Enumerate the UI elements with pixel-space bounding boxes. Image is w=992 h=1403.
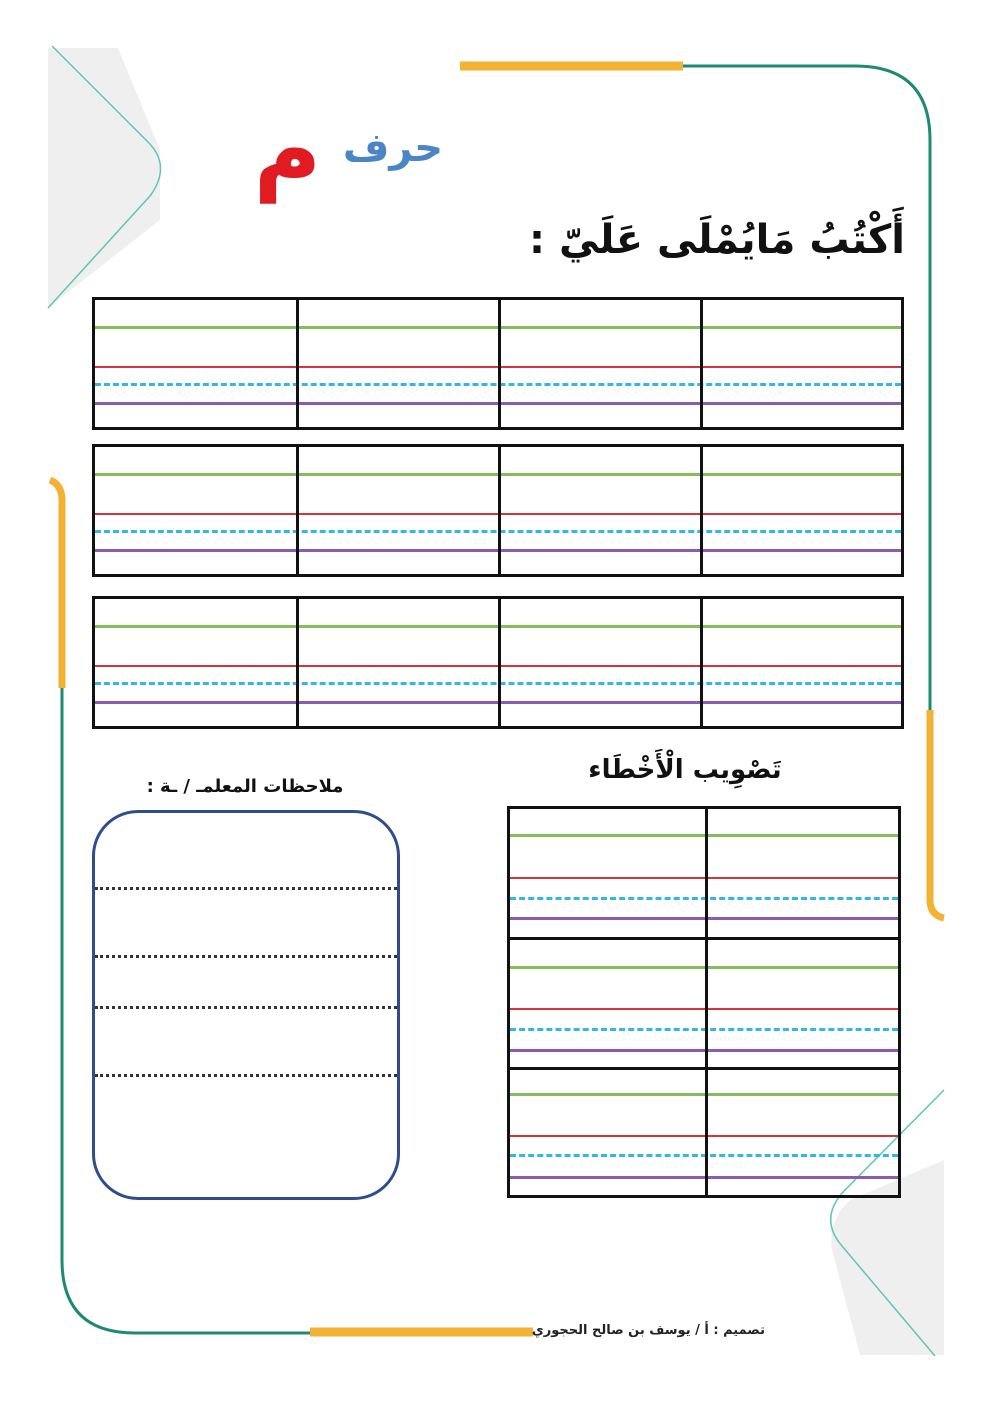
column-divider xyxy=(498,300,501,427)
designer-credit: تصميم : أ / يوسف بن صالح الحجوري xyxy=(531,1323,765,1338)
teacher-notes-box[interactable] xyxy=(92,810,400,1200)
column-divider xyxy=(296,300,299,427)
guide-line-dashed xyxy=(510,1028,898,1031)
guide-line-top xyxy=(510,834,898,837)
row-divider xyxy=(510,1067,898,1070)
guide-line-top xyxy=(510,1093,898,1096)
guide-line-dashed xyxy=(510,1154,898,1157)
notes-dotted-line xyxy=(95,1074,397,1077)
title-word: حرف xyxy=(342,125,444,171)
guide-line-top xyxy=(510,966,898,969)
dictation-grid-1[interactable] xyxy=(92,297,904,430)
teacher-notes-heading: ملاحظات المعلمـ / ـة : xyxy=(146,776,344,797)
dictation-grid-3[interactable] xyxy=(92,596,904,729)
notes-dotted-line xyxy=(95,887,397,890)
guide-line-base xyxy=(510,1176,898,1179)
guide-line-red xyxy=(510,1135,898,1137)
correction-grid[interactable] xyxy=(507,806,901,1198)
column-divider xyxy=(498,447,501,574)
notes-dotted-line xyxy=(95,1006,397,1009)
column-divider xyxy=(296,599,299,726)
guide-line-red xyxy=(510,877,898,879)
notes-dotted-line xyxy=(95,955,397,958)
gold-bar-left xyxy=(50,480,62,688)
gold-bar-right xyxy=(930,710,944,918)
guide-line-base xyxy=(510,1049,898,1052)
guide-line-dashed xyxy=(510,897,898,900)
instruction-heading: أَكْتُبُ مَايُمْلَى عَلَيّ : xyxy=(529,217,905,263)
column-divider xyxy=(700,300,703,427)
column-divider xyxy=(700,447,703,574)
corner-shape-top-left xyxy=(48,48,160,308)
column-divider xyxy=(700,599,703,726)
column-divider xyxy=(498,599,501,726)
column-divider xyxy=(705,809,708,1195)
title-letter: م xyxy=(253,96,322,203)
correction-heading: تَصْوِيب الْأَخْطَاء xyxy=(588,755,782,785)
dictation-grid-2[interactable] xyxy=(92,444,904,577)
column-divider xyxy=(296,447,299,574)
row-divider xyxy=(510,937,898,940)
guide-line-base xyxy=(510,917,898,920)
guide-line-red xyxy=(510,1008,898,1010)
